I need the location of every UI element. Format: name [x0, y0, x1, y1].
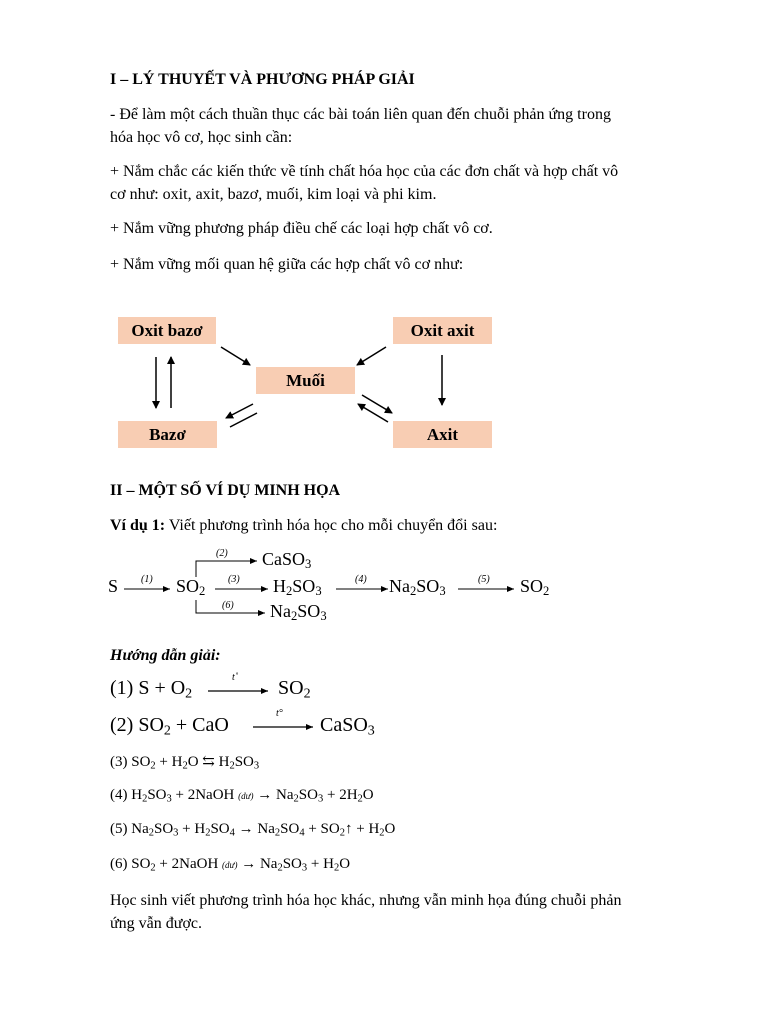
- paragraph-knowledge-line1: + Nắm chắc các kiến thức về tính chất hóa học của các đơn chất và hợp chất vô: [110, 163, 619, 180]
- arrow-oxitbazo-to-muoi: [221, 347, 250, 365]
- equation-2: (2) $SO_2$ + CaO: [110, 714, 229, 739]
- arrow-axit-to-muoi: [358, 404, 388, 422]
- paragraph-relations: + Nắm vững mối quan hệ giữa các hợp chất vô cơ như:: [110, 256, 464, 273]
- chain-label-6: (6): [222, 600, 234, 611]
- paragraph-knowledge-line2: cơ như: oxit, axit, bazơ, muối, kim loại và phi kim.: [110, 186, 437, 203]
- example-label: Ví dụ 1:: [110, 517, 166, 534]
- eq1-product: $SO_2$: [278, 677, 311, 702]
- example-1-intro: [110, 514, 497, 537]
- box-axit: Axit: [393, 421, 492, 448]
- guide-heading: Hướng dẫn giải:: [110, 647, 221, 664]
- chain-label-5: (5): [478, 574, 490, 585]
- chain-so2-end: $SO_2$: [520, 576, 550, 599]
- eq2-condition: t°: [276, 708, 283, 719]
- section-heading-examples: II – MỘT SỐ VÍ DỤ MINH HỌA: [110, 482, 341, 499]
- closing-line1: Học sinh viết phương trình hóa học khác, nhưng vẫn minh họa đúng chuỗi phản: [110, 892, 622, 909]
- chain-label-4: (4): [355, 574, 367, 585]
- eq2-product: CaSO$_3$: [320, 714, 375, 739]
- arrow-bazo-to-muoi: [230, 413, 257, 427]
- equation-5: (5) $Na_2SO_3 + H_2SO_4 \to Na_2SO_4$ + $SO_2↑ + H_2O$: [110, 821, 396, 839]
- equation-1: (1) $S + O_2$: [110, 677, 193, 702]
- paragraph-intro-line1: - Để làm một cách thuần thục các bài toán liên quan đến chuỗi phản ứng trong: [110, 106, 611, 123]
- chain-label-3: (3): [228, 574, 240, 585]
- chain-arrow-2: [196, 561, 257, 577]
- equation-6: (6) $SO_2$ + 2NaOH (dư) → $Na_2SO_3 + H_2O$: [110, 856, 351, 874]
- section-heading-theory: I – LÝ THUYẾT VÀ PHƯƠNG PHÁP GIẢI: [110, 71, 415, 88]
- box-bazo: Bazơ: [118, 421, 217, 448]
- arrow-muoi-to-axit: [362, 395, 392, 413]
- paragraph-intro-line2: hóa học vô cơ, học sinh cần:: [110, 129, 293, 146]
- equation-4: (4) $H_2SO_3$ + 2NaOH (dư) → $Na_2SO_3 + 2H_2O$: [110, 787, 374, 805]
- chain-caso3: CaSO$_3$: [262, 549, 312, 572]
- chain-label-1: (1): [141, 574, 153, 585]
- chain-na2so3: $Na_2SO_3$: [389, 576, 446, 599]
- chain-so2: $SO_2$: [176, 576, 206, 599]
- box-oxit-axit: Oxit axit: [393, 317, 492, 344]
- chain-na2so3-branch: $Na_2SO_3$: [270, 601, 327, 624]
- chain-h2so3: $H_2SO_3$: [273, 576, 322, 599]
- paragraph-methods: + Nắm vững phương pháp điều chế các loại hợp chất vô cơ.: [110, 220, 493, 237]
- example-text: Viết phương trình hóa học cho mỗi chuyển đổi sau:: [165, 517, 498, 534]
- equation-3: (3) $SO_2 + H_2O$ ⇆ $H_2SO_3$: [110, 754, 260, 772]
- arrow-muoi-to-bazo: [226, 404, 253, 418]
- box-oxit-bazo: Oxit bazơ: [118, 317, 216, 344]
- box-muoi: Muối: [256, 367, 355, 394]
- arrow-oxitaxit-to-muoi: [357, 347, 386, 365]
- eq1-condition: t˚: [232, 672, 239, 683]
- chain-label-2: (2): [216, 548, 228, 559]
- closing-line2: ứng vẫn được.: [110, 915, 203, 932]
- chain-s: S: [108, 576, 119, 596]
